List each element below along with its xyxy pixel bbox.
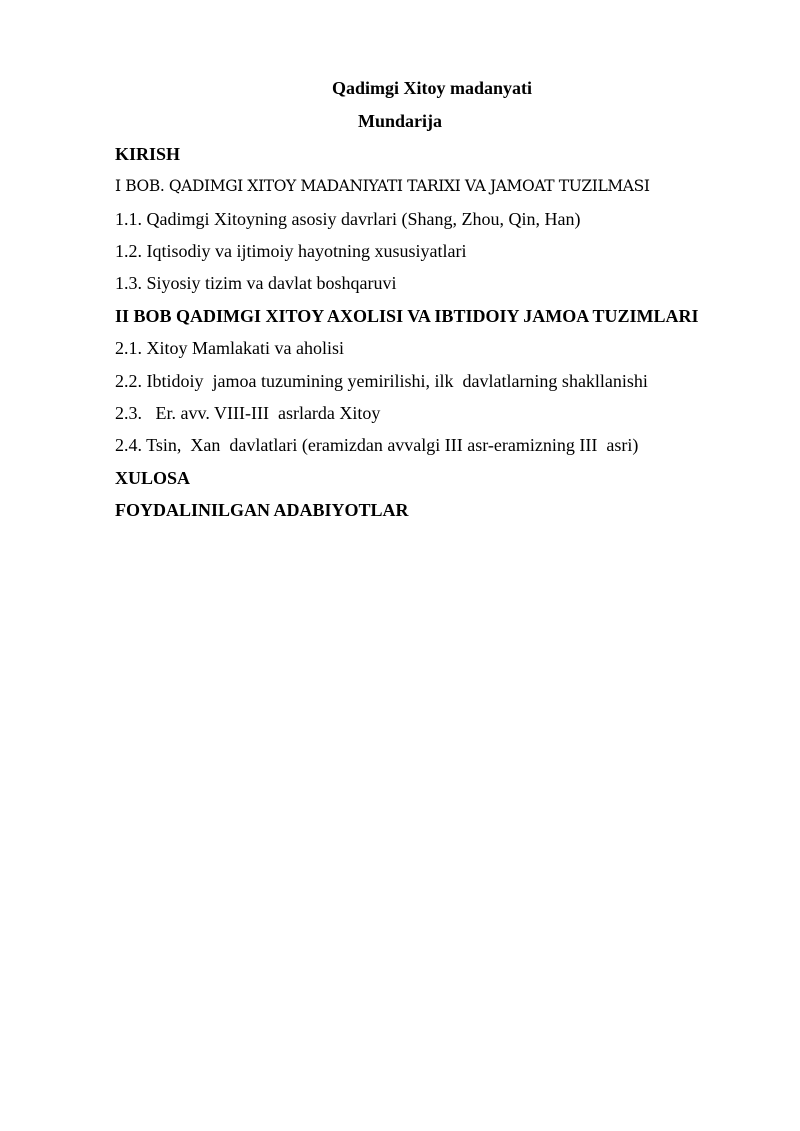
toc-item-1-1: 1.1. Qadimgi Xitoyning asosiy davrlari (Shang, Zhou, Qin, Han) — [115, 209, 581, 229]
toc-item-1-3: 1.3. Siyosiy tizim va davlat boshqaruvi — [115, 273, 397, 293]
toc-item-2-1: 2.1. Xitoy Mamlakati va aholisi — [115, 338, 344, 358]
toc-item-2-4: 2.4. Tsin, Xan davlatlari (eramizdan avvalgi III asr-eramizning III asri) — [115, 435, 639, 455]
toc-heading: Mundarija — [357, 111, 442, 131]
toc-item-2-3: 2.3. Er. avv. VIII-III asrlarda Xitoy — [115, 403, 381, 423]
toc-item-chapter-1: I BOB. QADIMGI XITOY MADANIYATI TARIXI VA JAMOAT TUZILMASI — [115, 177, 650, 195]
toc-item-conclusion: XULOSA — [115, 468, 191, 488]
toc-item-references: FOYDALINILGAN ADABIYOTLAR — [115, 500, 409, 520]
document-title: Qadimgi Xitoy madanyati — [331, 78, 532, 98]
toc-item-1-2: 1.2. Iqtisodiy va ijtimoiy hayotning xususiyatlari — [115, 241, 467, 261]
toc-item-2-2: 2.2. Ibtidoiy jamoa tuzumining yemirilishi, ilk davlatlarning shakllanishi — [115, 371, 648, 391]
toc-item-introduction: KIRISH — [115, 144, 181, 164]
toc-item-chapter-2: II BOB QADIMGI XITOY AXOLISI VA IBTIDOIY JAMOA TUZIMLARI — [115, 306, 699, 326]
